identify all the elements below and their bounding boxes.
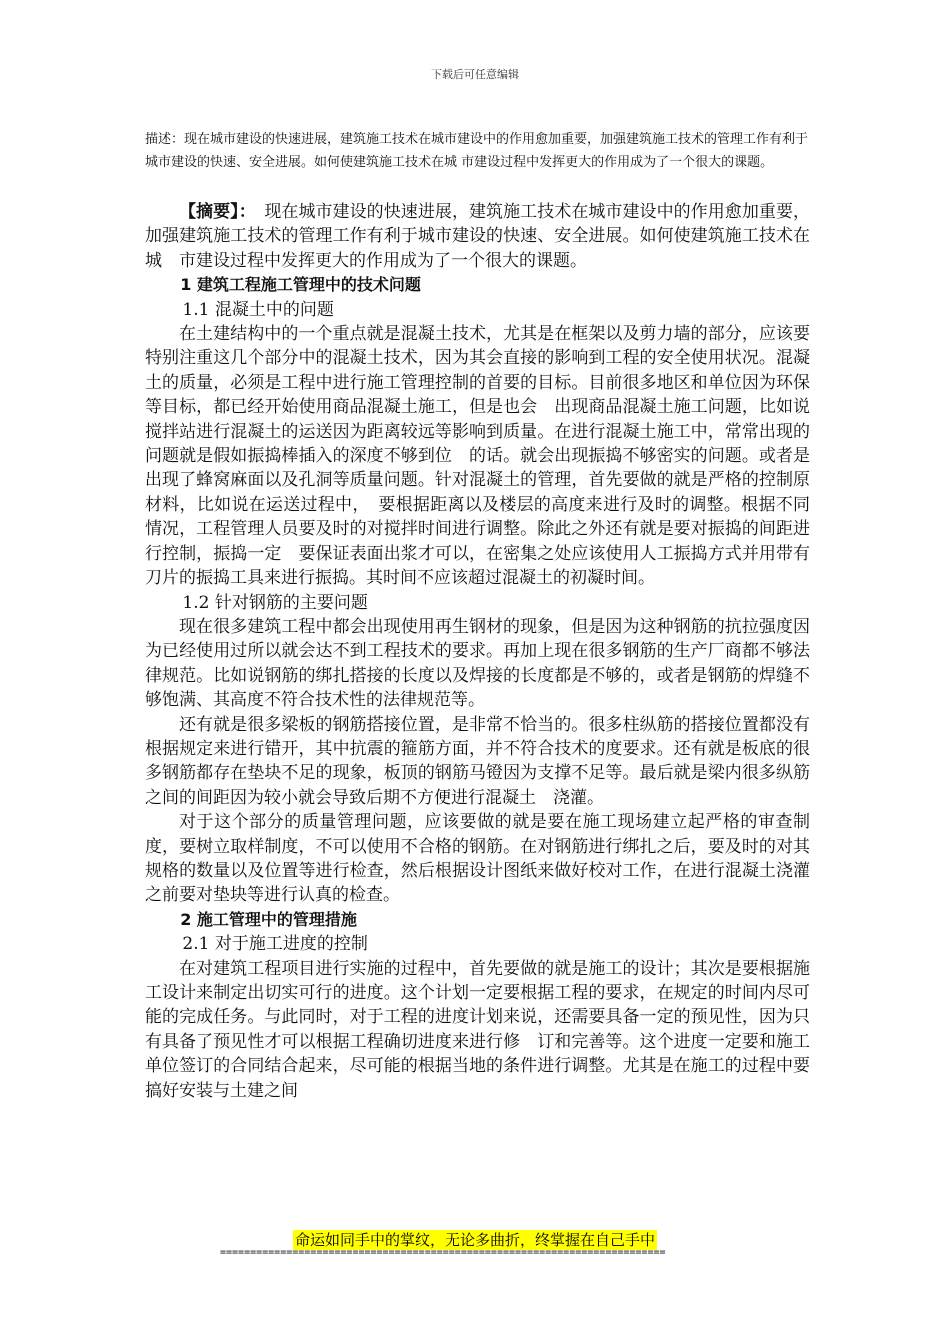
footer-motto-text: 命运如同手中的掌纹，无论多曲折，终掌握在自己手中 bbox=[294, 1231, 655, 1249]
abstract-text: 现在城市建设的快速进展，建筑施工技术在城市建设中的作用愈加重要，加强建筑施工技术的管理工作有利于城市建设的快速、安全进展。如何使建筑施工技术在城 市建设过程中发挥更大的作用成为了一个很大的课题。 bbox=[145, 202, 811, 271]
abstract-label: 【摘要】： bbox=[179, 202, 248, 222]
section-2-heading: 2 施工管理中的管理措施 bbox=[180, 909, 357, 929]
section-1-2-paragraph-2: 还有就是很多梁板的钢筋搭接位置，是非常不恰当的。很多柱纵筋的搭接位置都没有根据规定来进行错开，其中抗震的箍筋方面，并不符合技术的度要求。还有就是板底的很多钢筋都存在垫块不足的现象，板顶的钢筋马镫因为支撑不足等。最后就是梁内很多纵筋之间的间距因为较小就会导致后期不方便进行混凝土 浇灌。 bbox=[145, 714, 810, 808]
footer-rule: ========================================================================== bbox=[220, 1247, 666, 1258]
document-body bbox=[145, 200, 810, 1103]
section-1-2-paragraph-1: 现在很多建筑工程中都会出现使用再生钢材的现象，但是因为这种钢筋的抗拉强度因为已经使用过所以就会达不到工程技术的要求。再加上现在很多钢筋的生产厂商都不够法律规范。比如说钢筋的绑扎搭接的长度以及焊接的长度都是不够的，或者是钢筋的焊缝不够饱满、其高度不符合技术性的法律规范等。 bbox=[145, 616, 810, 711]
page-header: 下载后可任意编辑 bbox=[431, 68, 519, 81]
description-paragraph: 描述：现在城市建设的快速进展，建筑施工技术在城市建设中的作用愈加重要，加强建筑施工技术的管理工作有利于城市建设的快速、安全进展。如何使建筑施工技术在城 市建设过程中发挥更大的作用成为了一个很大的课题。 bbox=[145, 132, 809, 170]
section-1-2-heading: 1.2 针对钢筋的主要问题 bbox=[182, 592, 368, 613]
section-1-1-paragraph: 在土建结构中的一个重点就是混凝土技术，尤其是在框架以及剪力墙的部分，应该要特别注重这几个部分中的混凝土技术，因为其会直接的影响到工程的安全使用状况。混凝土的质量，必须是工程中进行施工管理控制的首要的目标。目前很多地区和单位因为环保等目标，都已经开始使用商品混凝土施工，但是也会 出现商品混凝土施工问题，比如说搅拌站进行混凝土的运送因为距离较远等影响到质量。在进行混凝土施工中，常常出现的问题就是假如振捣棒插入的深度不够到位 的话。就会出现振捣不够密实的问题。或者是出现了蜂窝麻面以及孔洞等质量问题。针对混凝土的管理，首先要做的就是严格的控制原材料，比如说在运送过程中， 要根据距离以及楼层的高度来进行及时的调整。根据不同情况，工程管理人员要及时的对搅拌时间进行调整。除此之外还有就是要对振捣的间距进行控制，振捣一定 要保证表面出浆才可以，在密集之处应该使用人工振捣方式并用带有刀片的振捣工具来进行振捣。其时间不应该超过混凝土的初凝时间。 bbox=[145, 324, 810, 589]
section-1-2-paragraph-3: 对于这个部分的质量管理问题，应该要做的就是要在施工现场建立起严格的审查制度，要树立取样制度，不可以使用不合格的钢筋。在对钢筋进行绑扎之后，要及时的对其规格的数量以及位置等进行检查，然后根据设计图纸来做好校对工作，在进行混凝土浇灌之前要对垫块等进行认真的检查。 bbox=[145, 812, 810, 906]
abstract-paragraph bbox=[145, 200, 810, 273]
section-2-1-paragraph: 在对建筑工程项目进行实施的过程中，首先要做的就是施工的设计；其次是要根据施工设计来制定出切实可行的进度。这个计划一定要根据工程的要求，在规定的时间内尽可能的完成任务。与此同时，对于工程的进度计划来说，还需要具备一定的预见性，因为只有具备了预见性才可以根据工程确切进度来进行修 订和完善等。这个进度一定要和施工单位签订的合同结合起来，尽可能的根据当地的条件进行调整。尤其是在施工的过程中要搞好安装与土建之间 bbox=[145, 958, 810, 1101]
section-2-1-heading: 2.1 对于施工进度的控制 bbox=[182, 934, 368, 955]
section-1-1-heading: 1.1 混凝土中的问题 bbox=[182, 299, 334, 320]
section-1-heading: 1 建筑工程施工管理中的技术问题 bbox=[180, 275, 421, 295]
